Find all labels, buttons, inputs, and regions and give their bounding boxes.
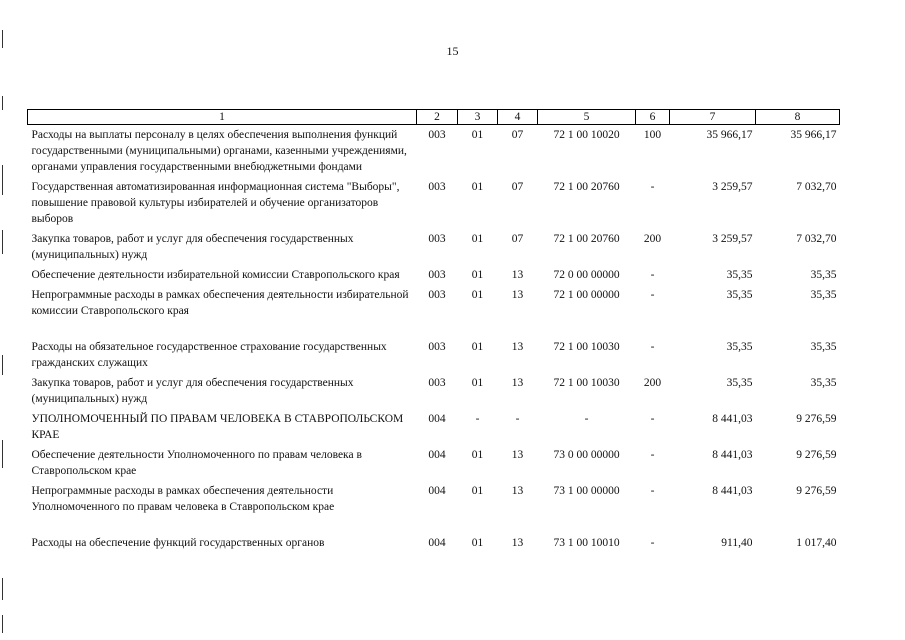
amount-col8-cell: 9 276,59 [796,485,837,497]
expense-type-cell: 100 [643,129,662,141]
amount-col7-cell: 8 441,03 [712,449,753,461]
table-row [28,229,840,265]
subsection-code-cell: 13 [511,449,524,461]
amount-col8-cell: 35,35 [810,341,837,353]
amount-col7-cell: 35 966,17 [706,129,753,141]
ministry-code-cell: 004 [428,413,446,425]
section-code-cell: 01 [471,377,484,389]
section-code-cell: 01 [471,129,484,141]
column-header: 7 [670,110,756,125]
target-article-cell: 72 1 00 10030 [553,377,620,389]
table-row [28,125,840,178]
section-code-cell: 01 [471,233,484,245]
subsection-code-cell: 13 [511,377,524,389]
subsection-code-cell: 13 [511,537,524,549]
amount-col8-cell: 9 276,59 [796,413,837,425]
table-row [28,409,840,445]
ministry-code-cell: 003 [428,269,446,281]
expense-type-cell: - [650,289,655,301]
amount-col7-cell: 8 441,03 [712,485,753,497]
amount-col7-cell: 3 259,57 [712,233,753,245]
expense-name-cell: Государственная автоматизированная информационная система "Выборы", повышение правовой культуры избирателей и обучение организаторов выборов [31,181,400,225]
ministry-code-cell: 003 [428,289,446,301]
table-header-row [28,110,840,125]
scan-edge-mark [2,615,3,633]
scan-edge-mark [2,440,3,468]
subsection-code-cell: 13 [511,341,524,353]
expense-type-cell: - [650,449,655,461]
section-code-cell: 01 [471,181,484,193]
amount-col8-cell: 35,35 [810,377,837,389]
ministry-code-cell: 003 [428,181,446,193]
expense-name-cell: Закупка товаров, работ и услуг для обеспечения государственных (муниципальных) нужд [31,377,354,405]
amount-col8-cell: 35,35 [810,289,837,301]
section-code-cell: 01 [471,269,484,281]
ministry-code-cell: 003 [428,233,446,245]
amount-col8-cell: 9 276,59 [796,449,837,461]
ministry-code-cell: 003 [428,129,446,141]
amount-col8-cell: 1 017,40 [796,537,837,549]
section-code-cell: - [475,413,480,425]
section-code-cell: 01 [471,449,484,461]
target-article-cell: 72 1 00 00000 [553,289,620,301]
target-article-cell: 72 0 00 00000 [553,269,620,281]
target-article-cell: - [584,413,589,425]
expense-type-cell: - [650,181,655,193]
amount-col7-cell: 3 259,57 [712,181,753,193]
ministry-code-cell: 004 [428,485,446,497]
expense-type-cell: 200 [643,377,662,389]
amount-col8-cell: 35 966,17 [790,129,837,141]
amount-col8-cell: 35,35 [810,269,837,281]
column-header: 4 [498,110,538,125]
scan-edge-mark [2,230,3,254]
scan-edge-mark [2,30,3,48]
section-code-cell: 01 [471,289,484,301]
ministry-code-cell: 003 [428,341,446,353]
scan-edge-mark [2,355,3,375]
section-code-cell: 01 [471,485,484,497]
table-row [28,337,840,373]
scan-edge-mark [2,578,3,600]
column-header: 3 [458,110,498,125]
amount-col7-cell: 35,35 [726,289,753,301]
table-row [28,285,840,337]
expense-type-cell: - [650,485,655,497]
target-article-cell: 72 1 00 20760 [553,233,620,245]
expense-type-cell: - [650,537,655,549]
column-header: 8 [756,110,840,125]
amount-col8-cell: 7 032,70 [796,233,837,245]
amount-col7-cell: 911,40 [721,537,753,549]
target-article-cell: 72 1 00 10020 [553,129,620,141]
budget-table [27,109,840,553]
expense-name-cell: Расходы на обязательное государственное страхование государственных гражданских служащих [31,341,387,369]
table-row [28,177,840,229]
ministry-code-cell: 004 [428,537,446,549]
expense-type-cell: - [650,269,655,281]
amount-col7-cell: 35,35 [726,377,753,389]
expense-name-cell: Расходы на выплаты персоналу в целях обеспечения выполнения функций государственными (муниципальными) органами, казенными учреждениями, органами управления государственными внебюджетными фондами [31,129,407,173]
table-row [28,533,840,553]
expense-name-cell: Обеспечение деятельности Уполномоченного по правам человека в Ставропольском крае [31,449,362,477]
section-code-cell: 01 [471,537,484,549]
subsection-code-cell: 13 [511,289,524,301]
amount-col7-cell: 35,35 [726,341,753,353]
subsection-code-cell: 07 [511,129,524,141]
expense-type-cell: 200 [643,233,662,245]
page-number: 15 [446,44,459,58]
expense-type-cell: - [650,413,655,425]
target-article-cell: 73 0 00 00000 [553,449,620,461]
ministry-code-cell: 003 [428,377,446,389]
target-article-cell: 73 1 00 00000 [553,485,620,497]
expense-name-cell: Непрограммные расходы в рамках обеспечения деятельности избирательной комиссии Ставропольского края [31,289,409,317]
column-header: 5 [538,110,636,125]
subsection-code-cell: - [515,413,520,425]
scan-edge-mark [2,165,3,195]
ministry-code-cell: 004 [428,449,446,461]
expense-name-cell: УПОЛНОМОЧЕННЫЙ ПО ПРАВАМ ЧЕЛОВЕКА В СТАВРОПОЛЬСКОМ КРАЕ [31,413,404,441]
column-header: 6 [636,110,670,125]
section-code-cell: 01 [471,341,484,353]
amount-col7-cell: 8 441,03 [712,413,753,425]
table-row [28,481,840,533]
subsection-code-cell: 13 [511,269,524,281]
table-row [28,265,840,285]
scan-edge-mark [2,96,3,110]
table-row [28,373,840,409]
target-article-cell: 72 1 00 20760 [553,181,620,193]
expense-name-cell: Непрограммные расходы в рамках обеспечения деятельности Уполномоченного по правам человека в Ставропольском крае [31,485,335,513]
amount-col8-cell: 7 032,70 [796,181,837,193]
table-body [28,125,840,554]
subsection-code-cell: 07 [511,233,524,245]
table-row [28,445,840,481]
column-header: 1 [28,110,417,125]
expense-type-cell: - [650,341,655,353]
target-article-cell: 73 1 00 10010 [553,537,620,549]
expense-name-cell: Закупка товаров, работ и услуг для обеспечения государственных (муниципальных) нужд [31,233,354,261]
expense-name-cell: Расходы на обеспечение функций государственных органов [31,537,325,549]
subsection-code-cell: 07 [511,181,524,193]
expense-name-cell: Обеспечение деятельности избирательной комиссии Ставропольского края [31,269,400,281]
subsection-code-cell: 13 [511,485,524,497]
column-header: 2 [417,110,458,125]
amount-col7-cell: 35,35 [726,269,753,281]
target-article-cell: 72 1 00 10030 [553,341,620,353]
